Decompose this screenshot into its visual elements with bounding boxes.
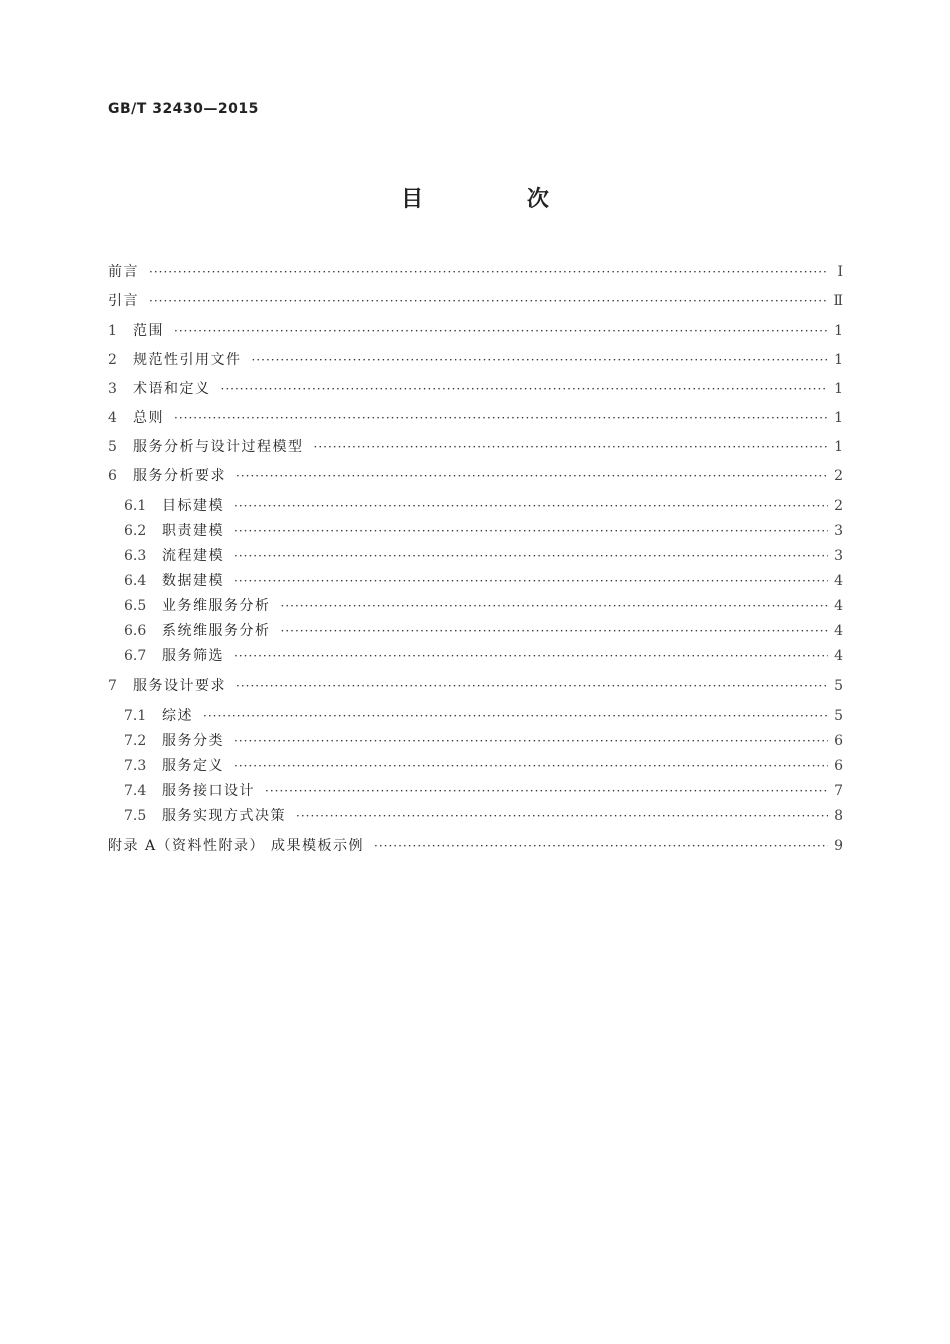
toc-entry-label: 服务设计要求 <box>133 678 226 694</box>
toc-entry-number: 6.5 <box>124 598 147 614</box>
toc-entry[interactable] <box>108 290 843 312</box>
toc-entry-label: 引言 <box>108 293 139 309</box>
toc-entry-number: 7.4 <box>124 783 147 799</box>
toc-entry-label: 数据建模 <box>162 573 224 589</box>
toc-entry[interactable] <box>108 465 843 487</box>
toc-entry-page: Ⅱ <box>833 293 843 309</box>
toc-dot-leader <box>236 675 828 697</box>
toc-entry[interactable] <box>124 780 843 802</box>
toc-entry-page: 2 <box>834 498 843 514</box>
toc-title: 目 次 <box>401 187 597 212</box>
toc-dot-leader <box>234 645 828 667</box>
toc-entry-number: 1 <box>108 323 117 339</box>
toc-entry-label: 服务定义 <box>162 758 224 774</box>
toc-entry-page: 1 <box>834 323 843 339</box>
toc-entry-number: 4 <box>108 410 117 426</box>
toc-entry-number: 6 <box>108 468 117 484</box>
toc-entry-label: 规范性引用文件 <box>133 352 242 368</box>
toc-entry-label: 服务筛选 <box>162 648 224 664</box>
toc-entry[interactable] <box>124 620 843 642</box>
toc-dot-leader <box>234 755 828 777</box>
toc-entry[interactable] <box>124 730 843 752</box>
toc-entry-number: 3 <box>108 381 117 397</box>
toc-entry-page: 3 <box>834 548 843 564</box>
toc-entry[interactable] <box>124 595 843 617</box>
toc-dot-leader <box>236 465 828 487</box>
toc-entry-number: 6.7 <box>124 648 147 664</box>
toc-entry-label: 业务维服务分析 <box>162 598 271 614</box>
toc-entry-label: 系统维服务分析 <box>162 623 271 639</box>
toc-entry-number: 7.3 <box>124 758 147 774</box>
toc-entry-number: 7.2 <box>124 733 147 749</box>
toc-dot-leader <box>281 620 829 642</box>
toc-entry-number: 6.3 <box>124 548 147 564</box>
toc-entry-label: 目标建模 <box>162 498 224 514</box>
toc-dot-leader <box>314 436 829 458</box>
toc-entry-page: Ⅰ <box>837 264 843 280</box>
toc-dot-leader <box>234 570 828 592</box>
toc-entry[interactable] <box>108 261 843 283</box>
toc-entry-page: 2 <box>834 468 843 484</box>
toc-entry-number: 6.6 <box>124 623 147 639</box>
toc-dot-leader <box>221 378 829 400</box>
toc-dot-leader <box>281 595 829 617</box>
toc-entry[interactable] <box>108 407 843 429</box>
toc-entry[interactable] <box>124 495 843 517</box>
toc-entry-page: 6 <box>834 758 843 774</box>
toc-entry-page: 9 <box>834 838 843 854</box>
toc-entry-number: 6.1 <box>124 498 147 514</box>
toc-entry[interactable] <box>108 675 843 697</box>
toc-entry-number: 6.4 <box>124 573 147 589</box>
toc-entry[interactable] <box>108 378 843 400</box>
toc-entry-label: 综述 <box>162 708 193 724</box>
toc-entry-number: 7.1 <box>124 708 147 724</box>
toc-dot-leader <box>234 520 828 542</box>
toc-entry[interactable] <box>124 705 843 727</box>
toc-entry[interactable] <box>124 645 843 667</box>
toc-entry-number: 7 <box>108 678 117 694</box>
toc-entry-page: 4 <box>834 623 843 639</box>
toc-entry-label: 前言 <box>108 264 139 280</box>
toc-entry-number: 2 <box>108 352 117 368</box>
toc-dot-leader <box>234 545 828 567</box>
toc-dot-leader <box>252 349 829 371</box>
toc-entry-page: 1 <box>834 410 843 426</box>
toc-entry-label: 服务分析要求 <box>133 468 226 484</box>
toc-dot-leader <box>149 261 829 283</box>
toc-dot-leader <box>234 495 828 517</box>
toc-entry[interactable] <box>124 755 843 777</box>
toc-entry-page: 8 <box>834 808 843 824</box>
toc-entry[interactable] <box>124 520 843 542</box>
toc-entry-page: 4 <box>834 573 843 589</box>
toc-entry[interactable] <box>124 545 843 567</box>
toc-entry[interactable] <box>108 436 843 458</box>
toc-entry-label: 服务接口设计 <box>162 783 255 799</box>
toc-entry-label: 服务实现方式决策 <box>162 808 286 824</box>
toc-entry[interactable] <box>124 805 843 827</box>
toc-entry-page: 7 <box>834 783 843 799</box>
toc-entry-page: 1 <box>834 439 843 455</box>
toc-entry-page: 3 <box>834 523 843 539</box>
toc-entry-page: 1 <box>834 352 843 368</box>
toc-entry-number: 7.5 <box>124 808 147 824</box>
toc-dot-leader <box>174 320 828 342</box>
toc-entry-page: 5 <box>834 678 843 694</box>
toc-dot-leader <box>203 705 828 727</box>
toc-entry-label: 流程建模 <box>162 548 224 564</box>
toc-entry-page: 4 <box>834 598 843 614</box>
toc-entry[interactable] <box>124 570 843 592</box>
standard-code: GB/T 32430—2015 <box>108 101 259 117</box>
toc-entry[interactable] <box>108 349 843 371</box>
toc-entry-number: 5 <box>108 439 117 455</box>
toc-entry-label: 术语和定义 <box>133 381 211 397</box>
toc-entry-page: 6 <box>834 733 843 749</box>
toc-dot-leader <box>265 780 828 802</box>
toc-entry[interactable] <box>108 835 843 857</box>
toc-dot-leader <box>149 290 827 312</box>
toc-dot-leader <box>296 805 828 827</box>
toc-entry-page: 4 <box>834 648 843 664</box>
toc-entry-label: 附录 A（资料性附录） 成果模板示例 <box>108 838 365 854</box>
toc-entry-number: 6.2 <box>124 523 147 539</box>
toc-entry-label: 范围 <box>133 323 164 339</box>
toc-entry-label: 服务分类 <box>162 733 224 749</box>
toc-entry[interactable] <box>108 320 843 342</box>
toc-entry-label: 职责建模 <box>162 523 224 539</box>
toc-entry-label: 总则 <box>133 410 164 426</box>
toc-entry-page: 1 <box>834 381 843 397</box>
toc-entry-label: 服务分析与设计过程模型 <box>133 439 304 455</box>
toc-dot-leader <box>174 407 828 429</box>
toc-dot-leader <box>234 730 828 752</box>
toc-dot-leader <box>374 835 828 857</box>
toc-entry-page: 5 <box>834 708 843 724</box>
